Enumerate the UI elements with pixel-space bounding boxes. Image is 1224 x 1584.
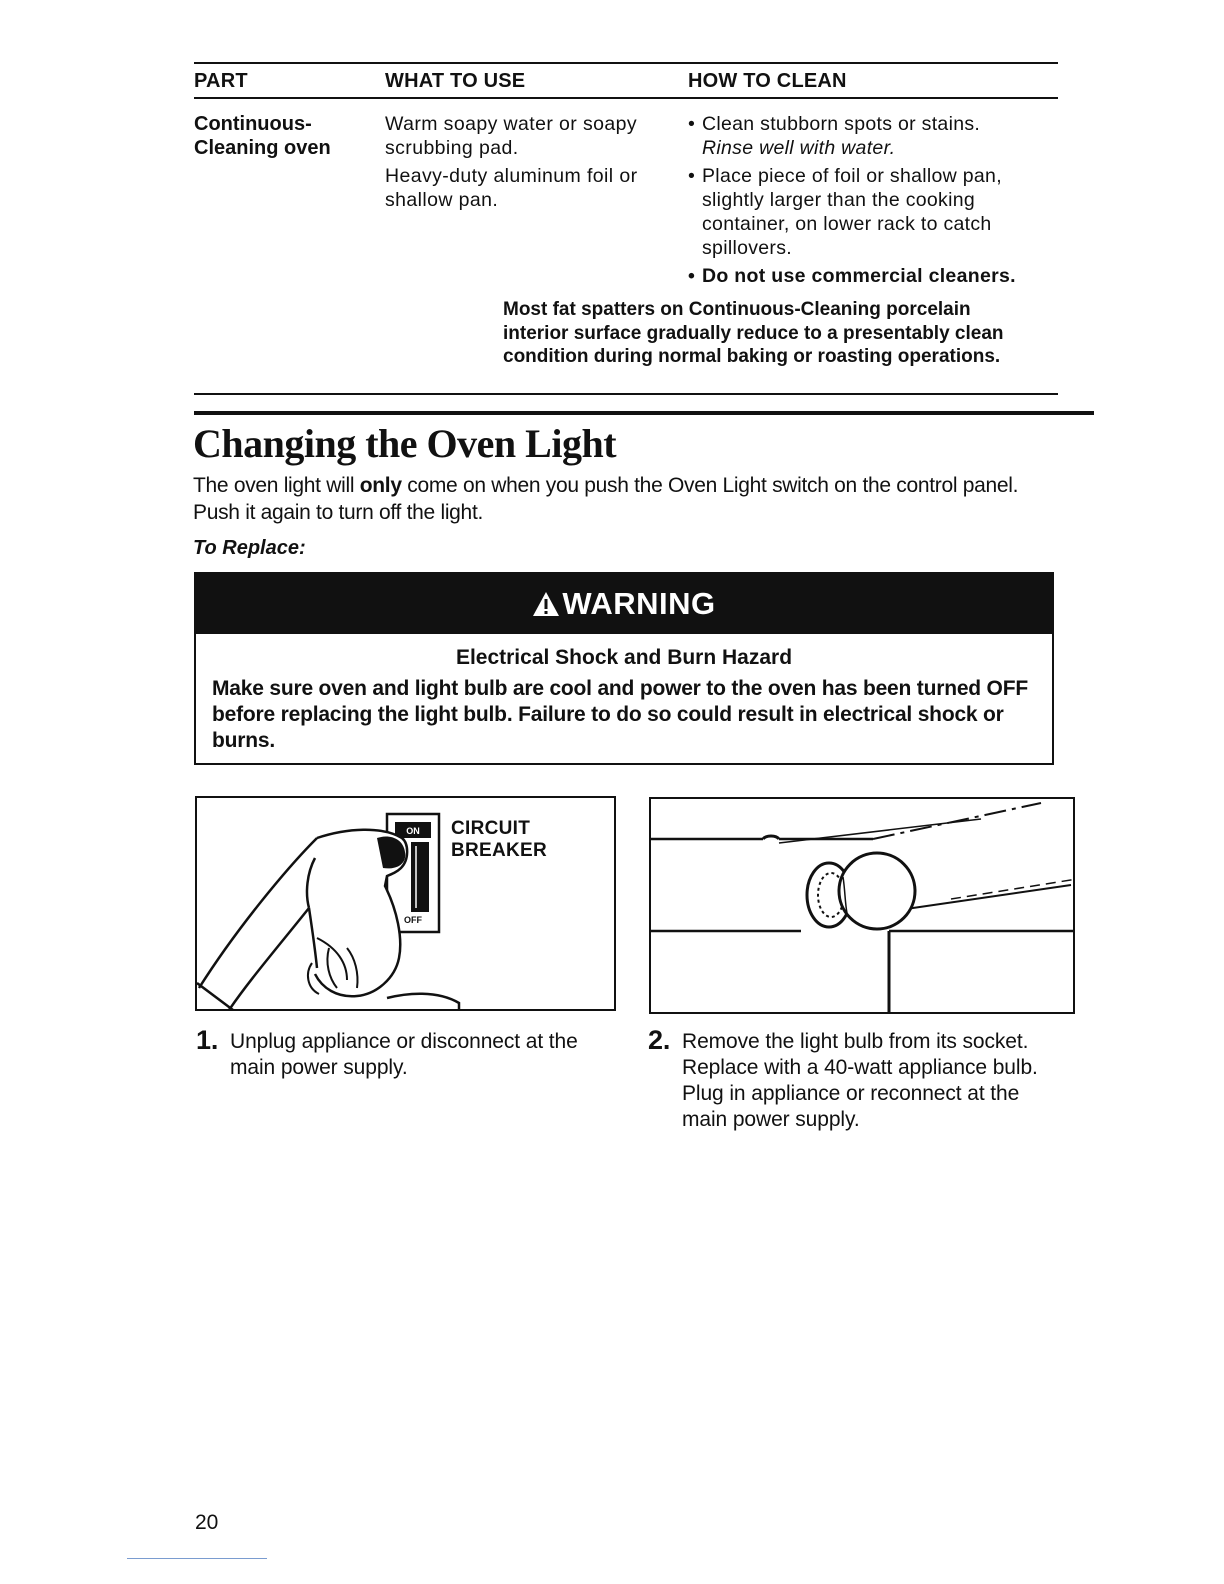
circuit-label-line2: BREAKER [451, 840, 548, 861]
circuit-breaker-figure [195, 796, 616, 1011]
cleaning-note: Most fat spatters on Continuous-Cleaning porcelain interior surface gradually reduce to a presentably clean condition during normal baking or roasting operations. [503, 299, 1004, 367]
circuit-label-line1: CIRCUIT [451, 818, 531, 839]
intro-text-2: come on when you push the Oven Light switch on the control panel. Push it again to turn off the light. [193, 474, 1019, 524]
page-number: 20 [195, 1511, 219, 1534]
header-part: PART [194, 70, 248, 92]
clean-step-1-sub: Rinse well with water. [702, 137, 896, 159]
clean-step-2 [688, 164, 1058, 260]
header-how-to-clean: HOW TO CLEAN [688, 70, 847, 92]
footer-rule [127, 1558, 267, 1559]
warning-header [196, 574, 1052, 634]
intro-text-1: The oven light will [193, 474, 360, 497]
warning-title: WARNING [562, 586, 716, 621]
step-1-text: Unplug appliance or disconnect at the main power supply. [230, 1030, 578, 1079]
clean-step-1 [688, 112, 1058, 160]
warning-text: Make sure oven and light bulb are cool and power to the oven has been turned OFF before replacing the light bulb. Failure to do so could result in electrical shock or burns. [212, 677, 1028, 752]
replace-label: To Replace: [193, 537, 306, 559]
table-top-rule [194, 62, 1058, 64]
circuit-breaker-label [451, 818, 547, 862]
warning-box [194, 572, 1054, 765]
switch-off-label: OFF [404, 915, 422, 925]
section-title: Changing the Oven Light [193, 421, 617, 466]
table-bottom-rule [194, 393, 1058, 395]
intro-emphasis: only [359, 474, 402, 497]
oven-light-bulb-icon [651, 799, 1075, 1014]
step-2 [648, 1025, 1043, 1133]
clean-step-3 [688, 264, 1058, 288]
what-to-use-1: Warm soapy water or soapy scrubbing pad. [385, 113, 638, 159]
clean-step-1-text: Clean stubborn spots or stains. [702, 113, 981, 135]
clean-step-3-text: Do not use commercial cleaners. [702, 265, 1016, 287]
part-name: Continuous-Cleaning oven [194, 113, 331, 159]
table-header-rule [194, 97, 1058, 99]
step-2-number: 2. [648, 1025, 671, 1055]
intro-paragraph [193, 472, 1063, 526]
how-to-clean-list [688, 112, 1058, 292]
header-what-to-use: WHAT TO USE [385, 70, 526, 92]
hand-on-circuit-breaker-icon [197, 798, 616, 1011]
step-2-text: Remove the light bulb from its socket. Replace with a 40-watt appliance bulb. Plug in appliance or reconnect at the main power supply. [682, 1030, 1038, 1131]
warning-triangle-icon [532, 577, 560, 637]
step-1-number: 1. [196, 1025, 219, 1055]
step-1 [196, 1025, 616, 1081]
section-rule [194, 411, 1094, 415]
warning-hazard: Electrical Shock and Burn Hazard [455, 646, 793, 669]
what-to-use-2: Heavy-duty aluminum foil or shallow pan. [385, 165, 638, 211]
oven-light-bulb-figure [649, 797, 1075, 1014]
clean-step-2-text: Place piece of foil or shallow pan, slightly larger than the cooking container, on lower rack to catch spillovers. [702, 165, 1002, 259]
switch-on-label: ON [406, 826, 420, 836]
